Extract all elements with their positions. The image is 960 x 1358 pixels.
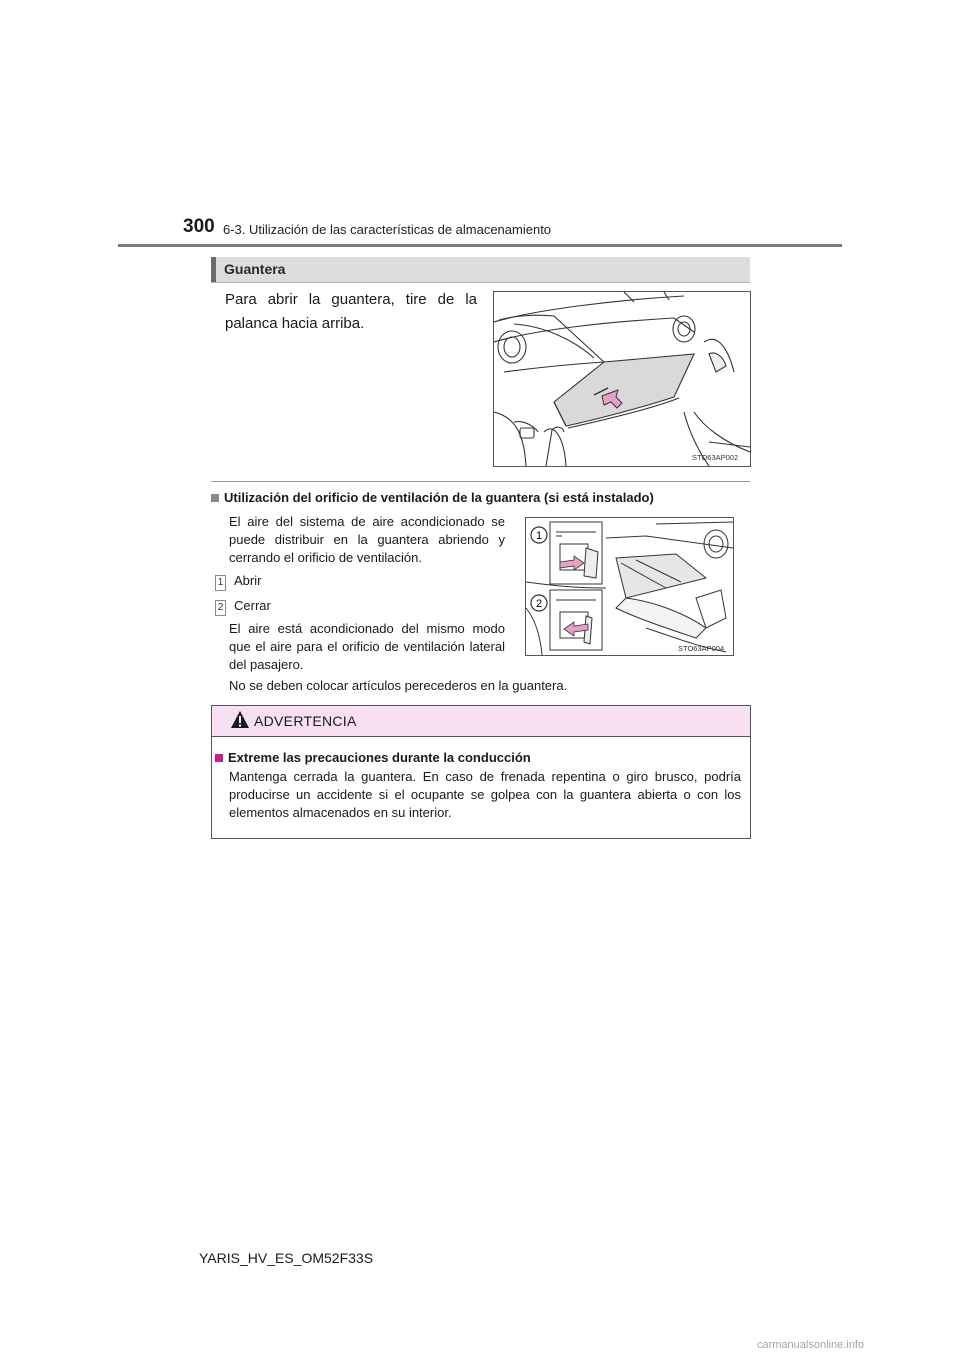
item-label: Abrir	[234, 573, 262, 588]
figure-code: STO63AP002	[692, 453, 739, 462]
item-number: 2	[215, 600, 226, 616]
glovebox-figure	[493, 291, 751, 467]
warning-triangle-icon	[230, 710, 250, 730]
warning-header	[212, 706, 750, 737]
heading-title: Guantera	[224, 261, 286, 277]
heading-accent	[211, 257, 216, 282]
warning-title: ADVERTENCIA	[254, 713, 357, 729]
list-item	[215, 598, 271, 616]
section-divider	[211, 481, 750, 482]
footer-code: YARIS_HV_ES_OM52F33S	[199, 1250, 374, 1266]
header-rule	[118, 244, 842, 247]
warning-body: Mantenga cerrada la guantera. En caso de frenada repentina o giro brusco, podría producirse un accidente si el ocupante se golpea con la guantera abierta o con los elementos almacenados en su interior.	[229, 769, 741, 820]
figure-code: STO63AP004	[678, 644, 725, 653]
callout-label: 1	[535, 530, 543, 542]
warning-subtitle: Extreme las precauciones durante la conducción	[228, 750, 531, 765]
callout-label: 2	[535, 598, 543, 610]
vent-illustration	[526, 518, 733, 655]
intro-text: Para abrir la guantera, tire de la palanca hacia arriba.	[225, 291, 477, 332]
warning-box	[211, 705, 751, 839]
vent-note: El aire está acondicionado del mismo modo que el aire para el orificio de ventilación lateral del pasajero.	[229, 621, 505, 672]
watermark: carmanualsonline.info	[757, 1339, 865, 1351]
square-bullet-icon	[215, 754, 223, 762]
square-bullet-icon	[211, 494, 219, 502]
vent-subheading	[211, 490, 654, 505]
page-number: 300	[183, 216, 215, 237]
item-number: 1	[215, 575, 226, 591]
vent-title: Utilización del orificio de ventilación de la guantera (si está instalado)	[224, 490, 654, 505]
item-label: Cerrar	[234, 598, 271, 613]
vent-description: El aire del sistema de aire acondicionado se puede distribuir en la guantera abriendo y cerrando el orificio de ventilación.	[229, 514, 505, 565]
section-title: 6-3. Utilización de las características de almacenamiento	[223, 222, 552, 237]
list-item	[215, 573, 261, 591]
perishables-note: No se deben colocar artículos perecederos en la guantera.	[229, 678, 568, 693]
vent-figure	[525, 517, 734, 656]
heading-bar	[211, 257, 750, 283]
glovebox-illustration	[494, 292, 750, 466]
warning-subheading	[215, 750, 531, 765]
